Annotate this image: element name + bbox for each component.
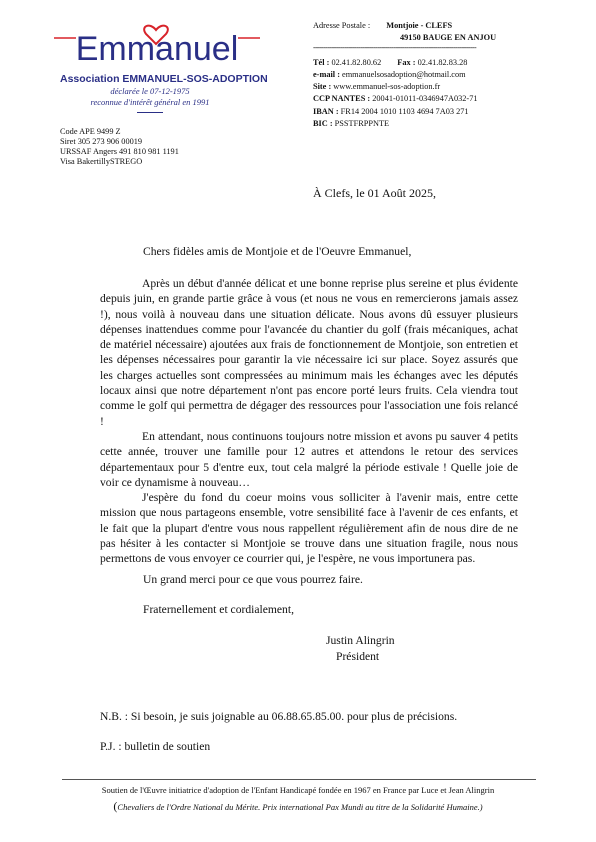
visa-code: Visa BakertillySTREGO [60,157,143,166]
paragraph-3: J'espère du fond du coeur moins vous solliciter à l'avenir mais, entre cette mission que nous partageons ensemble, votre sensibilité face à l'avenir de ces enfants, et le fait que la plupart d'entre vous nous rappellent régulièrement afin de nous dire de ne pas hésiter à les contacter si Montjoie se trouve dans une situation fragile, nous nous permettons de vous envoyer ce courrier qui, je l'espère, ne vous importunera pas. [100,491,518,566]
fax-number: 02.41.82.83.28 [417,58,468,67]
site-line: Site : www.emmanuel-sos-adoption.fr [313,82,441,91]
postal-line2: 49150 BAUGE EN ANJOU [400,33,497,42]
association-name: Association EMMANUEL-SOS-ADOPTION [60,73,268,85]
email-line: e-mail : emmanuelsosadoption@hotmail.com [313,70,466,79]
tel-fax-line: Tél : 02.41.82.80.62 Fax : 02.41.82.83.28 [313,58,468,67]
signer-name: Justin Alingrin [326,634,395,647]
footer-divider [62,779,536,780]
attachment-note: P.J. : bulletin de soutien [100,740,211,753]
bic-line: BIC : PSSTFRPPNTE [313,119,390,128]
ape-code: Code APE 9499 Z [60,127,121,136]
letter-date: À Clefs, le 01 Août 2025, [313,186,436,200]
footer-line-2: (Chevaliers de l'Ordre National du Mérite. Prix international Pax Mundi au titre de la Solidarité Humaine.) [113,799,483,813]
logo-text: Emmanuel [75,30,239,68]
footer-line-1: Soutien de l'Œuvre initiatrice d'adoption de l'Enfant Handicapé fondée en 1967 en France par Luce et Jean Alingrin [101,785,495,795]
thanks-line: Un grand merci pour ce que vous pourrez faire. [143,573,363,586]
paragraph-2: En attendant, nous continuons toujours notre mission et avons pu sauver 4 petits cette année, trouver une famille pour 12 autres et attendons le retour des services départementaux pour 5 d'entre eux, tout cela malgré la période estivale ! Quelle joie de voir ce dynamisme à nouveau… [100,429,518,489]
separator-line: ------------------------------------------------------------------------------- [313,44,477,52]
ccp-line: CCP NANTES : 20041-01011-0346947A032-71 [313,94,478,103]
email-link[interactable]: emmanuelsosadoption@hotmail.com [342,70,466,79]
site-link[interactable]: www.emmanuel-sos-adoption.fr [333,82,441,91]
siret-code: Siret 305 273 906 00019 [60,137,143,146]
postal-line1: Montjoie - CLEFS [386,21,453,30]
closing-line: Fraternellement et cordialement, [143,603,294,616]
tel-number: 02.41.82.80.62 [331,58,382,67]
registration-codes [60,127,179,167]
paragraph-1: Après un début d'année délicat et une bonne reprise plus sereine et plus évidente depuis juin, en grande partie grâce à vous (et nous ne vous en remercierons jamais assez !), nous voilà à nouveau dans une situation délicate. Nous avons dû essuyer plusieurs dépenses inattendues comme pour l'avancée du chantier du golf (frais mécaniques, achat de matériel nécessaire) ajoutées aux frais de fonctionnement de Montjoie, son entretien et les dépenses nécessaires pour garantir la vie nécessaire ici sur place. Soyez assurés que les charges actuelles sont compressées au minimum mais les échanges avec les députés locaux ainsi que notre département n'ont pas encore porté leurs fruits. Cela viendra tout comme le golf qui permettra de dégager des ressources pour l'association une fois relancé ! [100,277,518,428]
postal-address [313,21,452,31]
recognized-note: reconnue d'intérêt général en 1991 [90,97,210,107]
nb-note: N.B. : Si besoin, je suis joignable au 06.88.65.85.00. pour plus de précisions. [100,710,458,723]
iban-line: IBAN : FR14 2004 1010 1103 4694 7A03 271 [313,107,469,116]
urssaf-code: URSSAF Angers 491 810 981 1191 [60,147,179,156]
postal-label: Adresse Postale : [313,21,371,30]
letter-body [100,276,518,567]
salutation: Chers fidèles amis de Montjoie et de l'Oeuvre Emmanuel, [143,245,412,258]
divider [137,112,163,113]
signer-title: Président [336,650,380,663]
declared-date: déclarée le 07-12-1975 [110,86,190,96]
